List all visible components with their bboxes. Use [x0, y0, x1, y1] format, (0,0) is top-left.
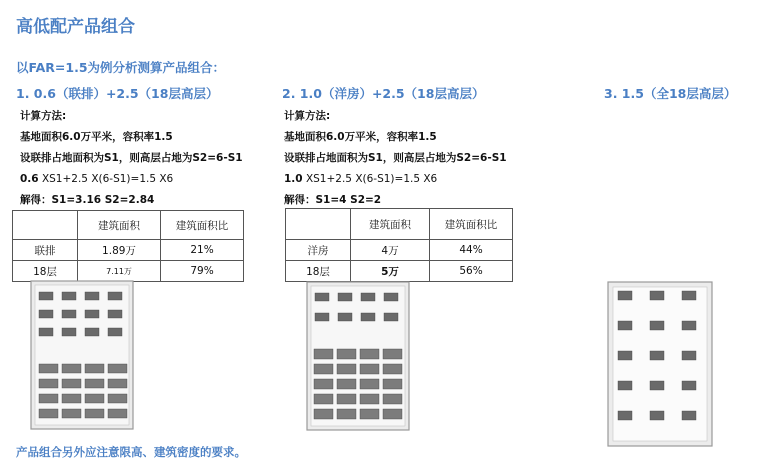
- highrise-building: [85, 328, 99, 336]
- highrise-building: [618, 321, 632, 330]
- highrise-building: [62, 328, 76, 336]
- garden-house: [360, 394, 379, 404]
- highrise-building: [338, 313, 352, 321]
- highrise-building: [85, 310, 99, 318]
- garden-house: [383, 409, 402, 419]
- table-cell: 5万: [351, 261, 430, 282]
- highrise-building: [682, 321, 696, 330]
- garden-house: [314, 364, 333, 374]
- table-cell: 4万: [351, 240, 430, 261]
- highrise-building: [618, 411, 632, 420]
- table-row: [286, 261, 513, 282]
- calc-label: 计算方法:: [284, 110, 331, 122]
- highrise-building: [108, 328, 122, 336]
- garden-house: [314, 379, 333, 389]
- highrise-building: [618, 291, 632, 300]
- option-2-calculation: [284, 106, 544, 211]
- townhouse-row: [62, 394, 81, 403]
- option-2-heading: 2. 1.0（洋房）+2.5（18层高层）: [282, 86, 485, 101]
- garden-house: [314, 409, 333, 419]
- garden-house: [360, 409, 379, 419]
- calc-line-1: 基地面积6.0万平米，容积率1.5: [284, 131, 437, 143]
- highrise-building: [650, 321, 664, 330]
- option-3-heading: 3. 1.5（全18层高层）: [604, 86, 737, 101]
- calc-line-3: 1.0 XS1+2.5 X(6-S1)=1.5 X6: [284, 173, 438, 185]
- highrise-building: [338, 293, 352, 301]
- table-cell: 44%: [430, 240, 513, 261]
- garden-house: [314, 349, 333, 359]
- highrise-building: [618, 381, 632, 390]
- highrise-building: [39, 328, 53, 336]
- table-header-row: [286, 209, 513, 240]
- option-2-site-plan: [306, 281, 410, 431]
- highrise-building: [108, 292, 122, 300]
- table-cell: 1.89万: [78, 240, 161, 261]
- highrise-building: [39, 292, 53, 300]
- option-1-site-plan: [30, 280, 134, 430]
- townhouse-row: [108, 364, 127, 373]
- calc-line-3: 0.6 XS1+2.5 X(6-S1)=1.5 X6: [20, 173, 174, 185]
- garden-house: [383, 379, 402, 389]
- garden-house: [360, 364, 379, 374]
- highrise-building: [62, 310, 76, 318]
- calc-line-2: 设联排占地面积为S1，则高层占地为S2=6-S1: [20, 152, 243, 164]
- option-1-area-table: [12, 210, 244, 282]
- page-subtitle: 以FAR=1.5为例分析测算产品组合：: [16, 60, 226, 75]
- highrise-building: [650, 351, 664, 360]
- highrise-building: [682, 351, 696, 360]
- table-row: [286, 240, 513, 261]
- option-1-heading: 1. 0.6（联排）+2.5（18层高层）: [16, 86, 219, 101]
- highrise-building: [361, 313, 375, 321]
- table-cell: 56%: [430, 261, 513, 282]
- table-cell: 7.11万: [78, 261, 161, 282]
- table-header-cell: 建筑面积比: [161, 211, 244, 240]
- garden-house: [360, 379, 379, 389]
- table-header-cell: 建筑面积: [351, 209, 430, 240]
- table-header-cell: 建筑面积比: [430, 209, 513, 240]
- highrise-building: [384, 313, 398, 321]
- townhouse-row: [85, 409, 104, 418]
- townhouse-row: [39, 364, 58, 373]
- option-1-calculation: [20, 106, 280, 211]
- highrise-building: [682, 381, 696, 390]
- townhouse-row: [62, 364, 81, 373]
- townhouse-row: [85, 394, 104, 403]
- table-header-row: [13, 211, 244, 240]
- highrise-building: [650, 291, 664, 300]
- table-cell: 洋房: [286, 240, 351, 261]
- calc-solution: 解得：S1=4 S2=2: [284, 194, 382, 206]
- table-cell: 21%: [161, 240, 244, 261]
- townhouse-row: [62, 409, 81, 418]
- garden-house: [337, 409, 356, 419]
- highrise-building: [682, 291, 696, 300]
- calc-solution: 解得：S1=3.16 S2=2.84: [20, 194, 155, 206]
- option-2-area-table: [285, 208, 513, 282]
- townhouse-row: [85, 364, 104, 373]
- highrise-building: [682, 411, 696, 420]
- table-header-cell: 建筑面积: [78, 211, 161, 240]
- garden-house: [360, 349, 379, 359]
- townhouse-row: [39, 409, 58, 418]
- table-row: [13, 261, 244, 282]
- townhouse-row: [39, 379, 58, 388]
- townhouse-row: [85, 379, 104, 388]
- calc-line-1: 基地面积6.0万平米，容积率1.5: [20, 131, 173, 143]
- highrise-building: [108, 310, 122, 318]
- townhouse-row: [108, 394, 127, 403]
- table-cell: 18层: [286, 261, 351, 282]
- calc-line-2: 设联排占地面积为S1，则高层占地为S2=6-S1: [284, 152, 507, 164]
- garden-house: [337, 349, 356, 359]
- garden-house: [337, 364, 356, 374]
- table-cell: 18层: [13, 261, 78, 282]
- highrise-building: [650, 381, 664, 390]
- garden-house: [383, 349, 402, 359]
- table-header-cell: [286, 209, 351, 240]
- highrise-building: [85, 292, 99, 300]
- garden-house: [383, 394, 402, 404]
- table-cell: 79%: [161, 261, 244, 282]
- garden-house: [383, 364, 402, 374]
- garden-house: [337, 379, 356, 389]
- townhouse-row: [108, 379, 127, 388]
- highrise-building: [62, 292, 76, 300]
- highrise-building: [618, 351, 632, 360]
- page-title: 高低配产品组合: [16, 17, 135, 37]
- townhouse-row: [62, 379, 81, 388]
- calc-label: 计算方法:: [20, 110, 67, 122]
- footnote: 产品组合另外应注意限高、建筑密度的要求。: [16, 445, 246, 459]
- highrise-building: [39, 310, 53, 318]
- highrise-building: [650, 411, 664, 420]
- garden-house: [337, 394, 356, 404]
- garden-house: [314, 394, 333, 404]
- table-header-cell: [13, 211, 78, 240]
- townhouse-row: [108, 409, 127, 418]
- highrise-building: [315, 313, 329, 321]
- highrise-building: [384, 293, 398, 301]
- highrise-building: [315, 293, 329, 301]
- highrise-building: [361, 293, 375, 301]
- table-cell: 联排: [13, 240, 78, 261]
- option-3-site-plan: [607, 281, 713, 447]
- table-row: [13, 240, 244, 261]
- townhouse-row: [39, 394, 58, 403]
